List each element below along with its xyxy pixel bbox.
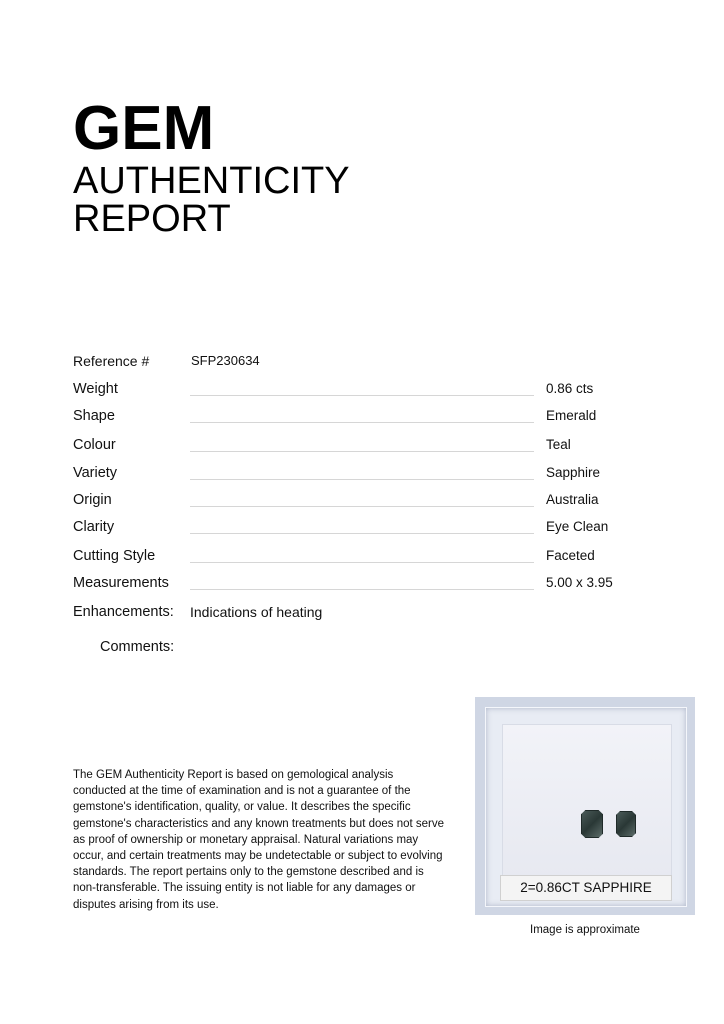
- detail-row-cutting-style: [73, 548, 633, 570]
- photo-caption: Image is approximate: [530, 924, 640, 936]
- detail-row-clarity: [73, 519, 633, 541]
- leader-line: [190, 506, 534, 507]
- leader-line: [190, 533, 534, 534]
- gem-box-inner: [502, 724, 672, 892]
- gemstone-right: [616, 811, 636, 837]
- detail-row-measurements: [73, 575, 633, 597]
- disclaimer-text: The GEM Authenticity Report is based on gemological analysis conducted at the time of examination and is not a guarantee of the gemstone's identification, quality, or value. It describes the specific gemstone's characteristics and any known treatments but does not serve as proof of ownership or monetary appraisal. Natural variations may occur, and certain treatments may be undetectable or subject to evolving standards. The report pertains only to the gemstone described and is non-transferable. The issuing entity is not liable for any damages or disputes arising from its use.: [73, 769, 445, 911]
- gem-box-label: 2=0.86CT SAPPHIRE: [500, 875, 672, 901]
- comments-label: Comments:: [100, 639, 175, 655]
- leader-line: [190, 562, 534, 563]
- title-subtitle: [73, 162, 350, 238]
- detail-value: Emerald: [546, 408, 597, 423]
- enhancements-value: Indications of heating: [190, 604, 323, 620]
- detail-row-colour: [73, 437, 633, 459]
- detail-label: Colour: [73, 437, 116, 453]
- detail-value: Faceted: [546, 548, 595, 563]
- detail-row-variety: [73, 465, 633, 487]
- reference-label: Reference #: [73, 353, 150, 369]
- detail-label: Weight: [73, 381, 118, 397]
- detail-label: Variety: [73, 465, 118, 481]
- leader-line: [190, 589, 534, 590]
- reference-row: [73, 353, 633, 373]
- detail-value: Australia: [546, 492, 599, 507]
- detail-value: 0.86 cts: [546, 381, 594, 396]
- gemstone-left: [581, 810, 603, 838]
- leader-line: [190, 422, 534, 423]
- detail-value: Teal: [546, 437, 571, 452]
- detail-row-weight: [73, 381, 633, 403]
- detail-value: Sapphire: [546, 465, 601, 480]
- detail-row-origin: [73, 492, 633, 514]
- leader-line: [190, 395, 534, 396]
- detail-value: Eye Clean: [546, 519, 609, 534]
- detail-label: Shape: [73, 408, 115, 424]
- reference-value: SFP230634: [191, 353, 260, 368]
- detail-value: 5.00 x 3.95: [546, 575, 613, 590]
- detail-row-shape: [73, 408, 633, 430]
- enhancements-label: Enhancements:: [73, 604, 174, 620]
- title-line-report: REPORT: [73, 198, 231, 240]
- detail-label: Cutting Style: [73, 548, 156, 564]
- detail-label: Clarity: [73, 519, 115, 535]
- gem-box: [485, 707, 687, 907]
- detail-label: Origin: [73, 492, 112, 508]
- detail-label: Measurements: [73, 575, 169, 591]
- leader-line: [190, 451, 534, 452]
- leader-line: [190, 479, 534, 480]
- title-gem: GEM: [73, 94, 215, 163]
- title-line-authenticity: AUTHENTICITY: [73, 160, 350, 202]
- gemstone-photo: [475, 697, 695, 915]
